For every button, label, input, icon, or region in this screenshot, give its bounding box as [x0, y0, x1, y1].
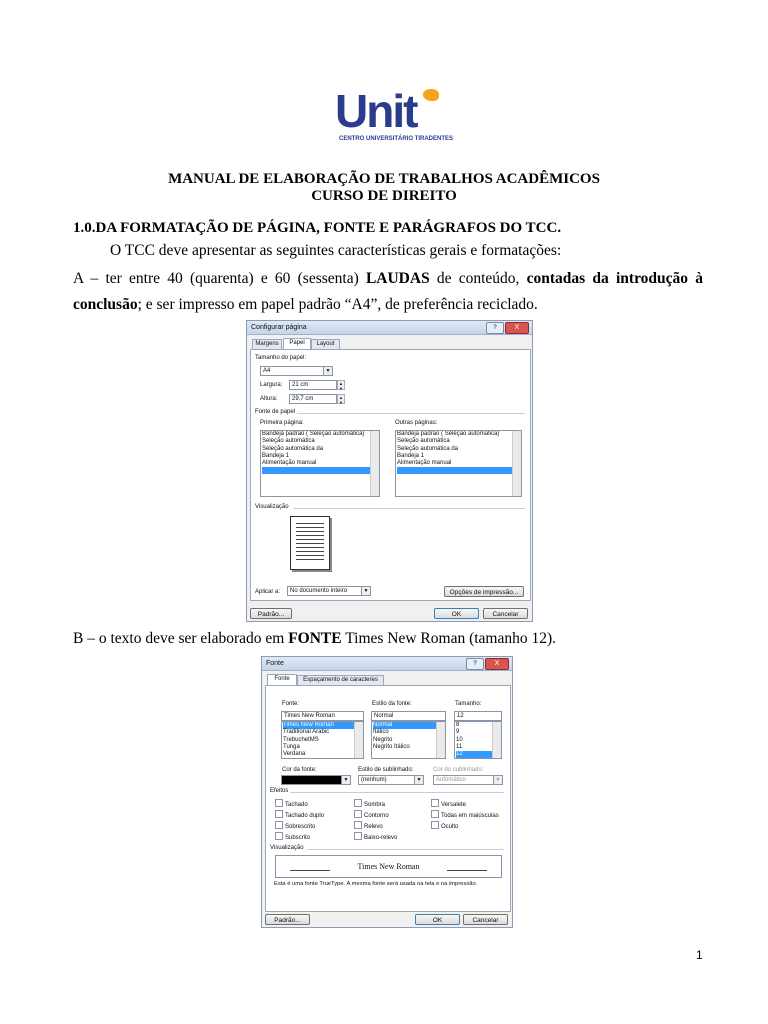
checkbox-label: Tachado	[285, 802, 308, 808]
divider	[290, 792, 504, 793]
underline-color-value: Automático	[436, 777, 467, 783]
list-item[interactable]: Alimentação manual	[262, 460, 317, 467]
underline-style-select[interactable]	[358, 775, 424, 785]
tab-layout[interactable]: Layout	[311, 339, 340, 349]
list-item[interactable]: 11	[456, 743, 463, 750]
checkbox-label: Subscrito	[285, 835, 311, 841]
font-color-label: Cor da fonte:	[282, 767, 317, 773]
chevron-down-icon: ▼	[361, 587, 370, 595]
font-name-field[interactable]: Times New Roman	[281, 711, 364, 721]
paper-source-label: Fonte de papel	[255, 409, 296, 415]
font-preview-box	[275, 855, 502, 878]
dialog-title: Configurar página	[251, 324, 307, 331]
strikethrough-checkbox[interactable]	[275, 799, 308, 808]
height-spinner[interactable]: ▲ ▼	[337, 394, 345, 404]
checkbox-icon	[275, 821, 283, 829]
section-heading: 1.0.DA FORMATAÇÃO DE PÁGINA, FONTE E PARÁGRAFOS DO TCC.	[73, 220, 562, 236]
list-item[interactable]: Times New Roman	[283, 722, 363, 729]
scrollbar[interactable]	[354, 722, 363, 758]
other-pages-tray-list[interactable]	[395, 430, 522, 497]
size-label: Tamanho:	[455, 701, 482, 707]
item-a-text-3: ; e ser impresso em papel padrão “A4”, de preferência reciclado.	[137, 296, 538, 313]
checkbox-icon	[354, 799, 362, 807]
height-label: Altura:	[260, 396, 278, 402]
checkbox-label: Todas em maiúsculas	[441, 813, 499, 819]
item-a-paragraph	[73, 266, 703, 318]
other-pages-label: Outras páginas:	[395, 420, 438, 426]
hidden-checkbox[interactable]	[431, 821, 458, 830]
double-strikethrough-checkbox[interactable]	[275, 810, 324, 819]
list-item[interactable]: Itálico	[373, 729, 389, 736]
document-title: MANUAL DE ELABORAÇÃO DE TRABALHOS ACADÊMICOS	[168, 171, 600, 187]
apply-to-value: No documento inteiro	[290, 588, 348, 594]
outline-checkbox[interactable]	[354, 810, 389, 819]
font-style-field[interactable]: Normal	[371, 711, 446, 721]
cancel-button[interactable]: Cancelar	[483, 608, 528, 619]
checkbox-icon	[275, 832, 283, 840]
checkbox-icon	[275, 799, 283, 807]
help-button[interactable]: ?	[466, 658, 484, 670]
font-dialog	[261, 656, 513, 928]
checkbox-label: Relevo	[364, 824, 383, 830]
intro-paragraph: O TCC deve apresentar as seguintes características gerais e formatações:	[110, 242, 562, 259]
font-style-list[interactable]	[371, 721, 446, 759]
logo-accent-icon	[423, 89, 439, 101]
underline-style-value: (nenhum)	[361, 777, 387, 783]
page-preview-icon	[290, 516, 330, 570]
chevron-down-icon: ▼	[414, 776, 423, 784]
page-setup-dialog	[246, 320, 533, 622]
scrollbar[interactable]	[492, 722, 501, 758]
list-item-selected[interactable]	[262, 467, 379, 474]
item-b-text-2: Times New Roman (tamanho 12).	[341, 630, 557, 647]
dialog-titlebar	[247, 321, 532, 335]
tab-paper[interactable]: Papel	[283, 338, 311, 349]
list-item[interactable]: Bandeja padrão ( Seleção automática)	[262, 431, 365, 437]
item-a-bold-2: contadas da introdução à conclusão	[73, 270, 704, 313]
size-field[interactable]: 12	[454, 711, 502, 721]
ok-button[interactable]: OK	[415, 914, 460, 925]
dialog-title: Fonte	[266, 660, 284, 667]
list-item[interactable]: Normal	[373, 722, 445, 729]
small-caps-checkbox[interactable]	[431, 799, 466, 808]
checkbox-label: Tachado duplo	[285, 813, 325, 819]
checkbox-label: Sobrescrito	[285, 824, 316, 830]
superscript-checkbox[interactable]	[275, 821, 315, 830]
scrollbar[interactable]	[436, 722, 445, 758]
list-item[interactable]: Bandeja 1	[262, 452, 290, 459]
page-number: 1	[696, 948, 703, 962]
font-preview-text: Times New Roman	[357, 862, 420, 871]
apply-to-select[interactable]	[287, 586, 371, 596]
size-list[interactable]	[454, 721, 502, 759]
list-item[interactable]: 9	[456, 729, 460, 736]
effects-label: Efeitos	[270, 788, 289, 794]
paper-size-label: Tamanho do papel:	[255, 355, 307, 361]
item-b-text-1: B – o texto deve ser elaborado em	[73, 630, 289, 647]
scrollbar[interactable]	[370, 431, 379, 496]
checkbox-icon	[354, 832, 362, 840]
list-item[interactable]: Tunga	[283, 743, 300, 750]
paper-size-select[interactable]	[260, 366, 333, 376]
tab-margins[interactable]: Margens	[252, 339, 282, 349]
font-style-label: Estilo da fonte:	[372, 701, 412, 707]
default-button[interactable]: Padrão...	[250, 608, 292, 619]
paper-size-value: A4	[263, 368, 271, 374]
divider	[293, 508, 525, 509]
list-item[interactable]: Bandeja padrão ( Seleção automática)	[397, 431, 500, 437]
first-page-label: Primeira página:	[260, 420, 304, 426]
underline-style-label: Estilo de sublinhado:	[358, 767, 414, 773]
list-item[interactable]: 8	[456, 722, 460, 728]
list-item[interactable]: Seleção automática da	[262, 445, 324, 452]
chevron-down-icon: ▼	[493, 776, 502, 784]
checkbox-label: Contorno	[364, 813, 389, 819]
emboss-checkbox[interactable]	[354, 821, 383, 830]
underline-color-select[interactable]	[433, 775, 503, 785]
default-button[interactable]: Padrão...	[265, 914, 310, 925]
checkbox-label: Sombra	[364, 802, 386, 808]
shadow-checkbox[interactable]	[354, 799, 385, 808]
item-a-bold-1: LAUDAS	[365, 270, 430, 287]
list-item[interactable]: Seleção automática	[262, 438, 315, 445]
cancel-button[interactable]: Cancelar	[463, 914, 508, 925]
height-field[interactable]: 29,7 cm	[289, 394, 337, 404]
dialog-titlebar	[262, 657, 512, 671]
checkbox-icon	[431, 810, 439, 818]
chevron-down-icon: ▼	[323, 367, 332, 375]
width-label: Largura:	[260, 382, 283, 388]
truetype-note: Esta é uma fonte TrueType. A mesma fonte será usada na tela e na impressão.	[274, 881, 478, 887]
help-button[interactable]: ?	[486, 322, 504, 334]
engrave-checkbox[interactable]	[354, 832, 397, 841]
list-item[interactable]: Negrito	[373, 736, 393, 743]
tab-font[interactable]: Fonte	[267, 674, 297, 685]
apply-to-label: Aplicar a:	[255, 589, 281, 595]
underline-color-label: Cor do sublinhado:	[433, 767, 484, 773]
first-page-tray-list[interactable]	[260, 430, 380, 497]
width-field[interactable]: 21 cm	[289, 380, 337, 390]
checkbox-icon	[354, 810, 362, 818]
logo-wordmark: Unit	[335, 85, 417, 137]
divider	[308, 849, 504, 850]
preview-label: Visualização	[255, 504, 289, 510]
list-item-selected[interactable]	[397, 467, 521, 474]
chevron-down-icon: ▼	[341, 776, 350, 784]
font-color-select[interactable]	[281, 775, 351, 785]
font-label: Fonte:	[282, 701, 300, 707]
list-item[interactable]: Traditional Arabic	[283, 729, 330, 736]
checkbox-icon	[275, 810, 283, 818]
checkbox-label: Baixo-relevo	[364, 835, 398, 841]
checkbox-icon	[354, 821, 362, 829]
item-b-bold-1: FONTE	[288, 630, 342, 647]
checkbox-label: Oculto	[441, 824, 459, 830]
list-item[interactable]: TrebuchetMS	[283, 736, 319, 743]
print-options-button[interactable]: Opções de impressão...	[444, 586, 524, 597]
item-a-text-1: A – ter entre 40 (quarenta) e 60 (sessenta)	[73, 270, 366, 287]
unit-logo	[331, 85, 454, 160]
subscript-checkbox[interactable]	[275, 832, 310, 841]
checkbox-label: Versalete	[441, 802, 467, 808]
list-item[interactable]: 12	[456, 751, 501, 758]
list-item[interactable]: Verdana	[283, 751, 306, 758]
all-caps-checkbox[interactable]	[431, 810, 499, 819]
item-b-paragraph	[73, 626, 703, 652]
list-item[interactable]: Alimentação manual	[397, 460, 452, 467]
list-item[interactable]: 10	[456, 736, 463, 743]
tab-character-spacing[interactable]: Espaçamento de caracteres	[297, 675, 384, 685]
preview-label: Visualização	[270, 845, 304, 851]
list-item[interactable]: Bandeja 1	[397, 452, 425, 459]
font-list[interactable]	[281, 721, 364, 759]
divider	[297, 413, 525, 414]
document-subtitle: CURSO DE DIREITO	[311, 188, 457, 204]
logo-subtitle: CENTRO UNIVERSITÁRIO TIRADENTES	[339, 136, 454, 142]
checkbox-icon	[431, 821, 439, 829]
item-a-text-2: de conteúdo,	[429, 270, 527, 287]
close-button[interactable]: X	[485, 658, 509, 670]
list-item[interactable]: Seleção automática da	[397, 445, 459, 452]
ok-button[interactable]: OK	[434, 608, 479, 619]
scrollbar[interactable]	[512, 431, 521, 496]
list-item[interactable]: Seleção automática	[397, 438, 450, 445]
list-item[interactable]: Negrito Itálico	[373, 743, 410, 750]
checkbox-icon	[431, 799, 439, 807]
width-spinner[interactable]: ▲ ▼	[337, 380, 345, 390]
close-button[interactable]: X	[505, 322, 529, 334]
